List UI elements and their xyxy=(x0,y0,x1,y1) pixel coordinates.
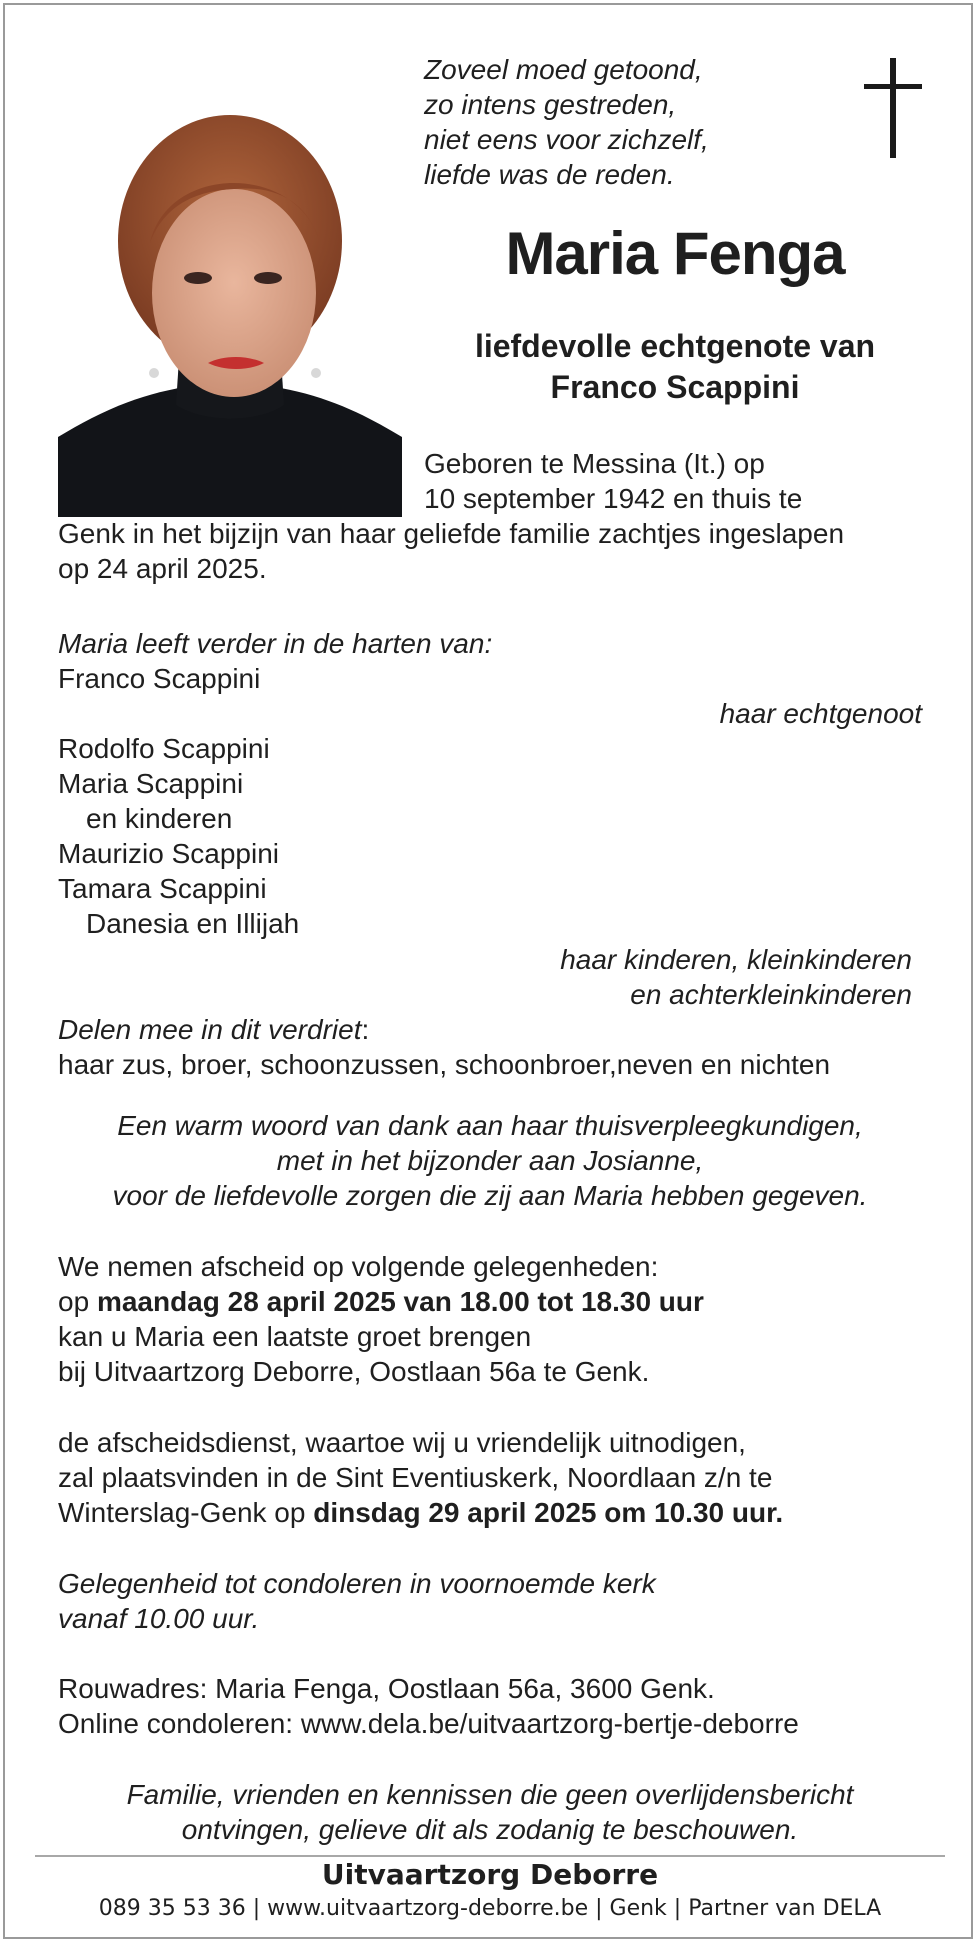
poem xyxy=(424,52,709,192)
portrait-icon xyxy=(58,93,402,517)
service-block xyxy=(58,1425,783,1530)
farewell-block xyxy=(58,1249,704,1389)
husband-role: haar echtgenoot xyxy=(719,698,922,729)
survivor-name: Danesia en Illijah xyxy=(86,908,300,939)
service-prefix: Winterslag-Genk op xyxy=(58,1497,314,1528)
farewell-line: kan u Maria een laatste groet brengen xyxy=(58,1321,532,1352)
poem-line: Zoveel moed getoond, xyxy=(424,54,703,85)
spouse-line: liefdevolle echtgenote van xyxy=(474,328,876,364)
survivor-name: Maria Scappini xyxy=(58,768,244,799)
share-intro-line xyxy=(58,1012,369,1047)
birth-line: Geboren te Messina (It.) op xyxy=(424,448,765,479)
condolence-line: vanaf 10.00 uur. xyxy=(58,1603,260,1634)
survivor-names xyxy=(58,731,299,941)
share-colon: : xyxy=(361,1014,370,1045)
footer-info: 089 35 53 36 | www.uitvaartzorg-deborre.be | Genk | Partner van DELA xyxy=(98,1896,882,1921)
cross-icon xyxy=(858,58,928,158)
service-line: de afscheidsdienst, waartoe wij u vriendelijk uitnodigen, xyxy=(58,1427,746,1458)
poem-line: zo intens gestreden, xyxy=(424,89,677,120)
survivor-name: Maurizio Scappini xyxy=(58,838,279,869)
share-intro: Delen mee in dit verdriet xyxy=(58,1014,362,1045)
farewell-date-line xyxy=(58,1284,704,1319)
birth-line: 10 september 1942 en thuis te xyxy=(424,483,803,514)
children-role-2: en achterkleinkinderen xyxy=(630,979,912,1010)
service-line: zal plaatsvinden in de Sint Eventiuskerk, Noordlaan z/n te xyxy=(58,1462,773,1493)
birth-text-bottom xyxy=(58,516,844,586)
service-date-line xyxy=(58,1495,783,1530)
condolence-block xyxy=(58,1566,656,1636)
poem-line: liefde was de reden. xyxy=(424,159,675,190)
service-date: dinsdag 29 april 2025 om 10.30 uur. xyxy=(313,1497,784,1528)
address-block xyxy=(58,1671,799,1741)
survivor-name: Rodolfo Scappini xyxy=(58,733,270,764)
portrait-photo xyxy=(58,93,402,517)
footer-title: Uitvaartzorg Deborre xyxy=(321,1858,659,1891)
notice-line: ontvingen, gelieve dit als zodanig te beschouwen. xyxy=(181,1814,799,1845)
online-condolence: Online condoleren: www.dela.be/uitvaartzorg-bertje-deborre xyxy=(58,1708,799,1739)
farewell-op: op xyxy=(58,1286,97,1317)
husband-name: Franco Scappini xyxy=(58,663,261,694)
birth-line: Genk in het bijzijn van haar geliefde familie zachtjes ingeslapen xyxy=(58,518,845,549)
spouse-name: Franco Scappini xyxy=(550,369,800,405)
children-role-1: haar kinderen, kleinkinderen xyxy=(560,944,912,975)
deceased-name: Maria Fenga xyxy=(505,220,845,287)
farewell-date: maandag 28 april 2025 van 18.00 tot 18.30 uur xyxy=(96,1286,704,1317)
spouse-text xyxy=(430,326,920,408)
thanks-line: met in het bijzonder aan Josianne, xyxy=(276,1145,704,1176)
survivor-name: Tamara Scappini xyxy=(58,873,267,904)
survivor-name: en kinderen xyxy=(86,803,233,834)
thanks-line: Een warm woord van dank aan haar thuisverpleegkundigen, xyxy=(117,1110,863,1141)
poem-line: niet eens voor zichzelf, xyxy=(424,124,709,155)
thanks-line: voor de liefdevolle zorgen die zij aan Maria hebben gegeven. xyxy=(112,1180,868,1211)
mourning-address: Rouwadres: Maria Fenga, Oostlaan 56a, 3600 Genk. xyxy=(58,1673,715,1704)
farewell-line: We nemen afscheid op volgende gelegenheden: xyxy=(58,1251,659,1282)
notice-line: Familie, vrienden en kennissen die geen overlijdensbericht xyxy=(126,1779,854,1810)
condolence-line: Gelegenheid tot condoleren in voornoemde kerk xyxy=(58,1568,656,1599)
birth-text-top xyxy=(424,446,802,516)
farewell-line: bij Uitvaartzorg Deborre, Oostlaan 56a te Genk. xyxy=(58,1356,650,1387)
survivors-intro: Maria leeft verder in de harten van: xyxy=(58,628,493,659)
share-text: haar zus, broer, schoonzussen, schoonbroer,neven en nichten xyxy=(58,1049,831,1080)
birth-line: op 24 april 2025. xyxy=(58,553,267,584)
